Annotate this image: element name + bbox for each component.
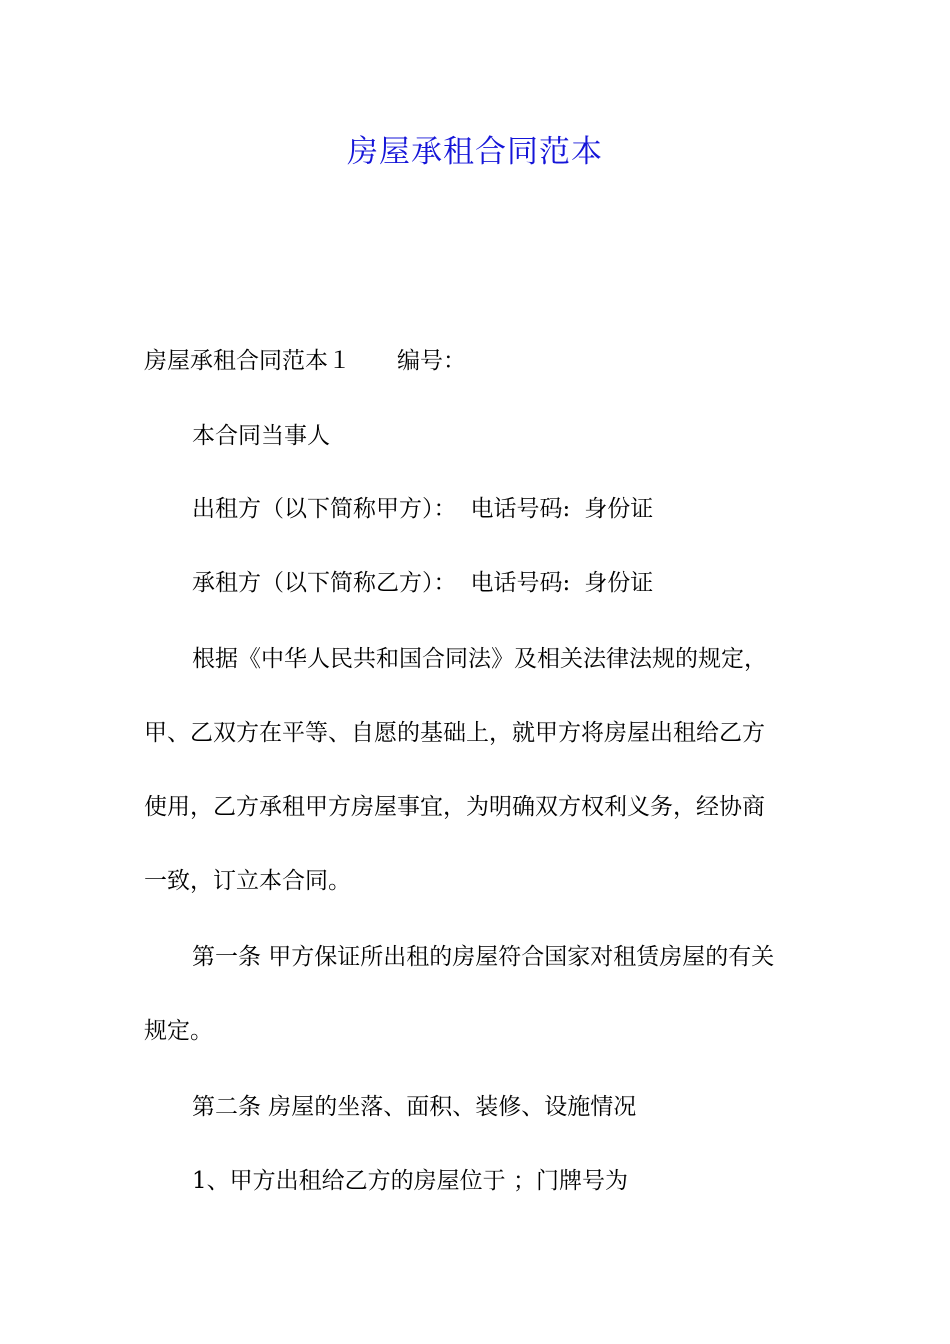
preamble-line: 一致，订立本合同。 [144, 868, 351, 894]
lessee-phone-label: 电话号码: [470, 570, 571, 596]
contract-header-line [144, 344, 466, 378]
lessor-phone-label: 电话号码: [470, 496, 571, 522]
lessee-id-label: 身份证 [584, 570, 654, 596]
article-1-line: 规定。 [144, 1018, 213, 1044]
lessee-label: 承租方（以下简称乙方）： [192, 570, 457, 596]
preamble-line: 使用，乙方承租甲方房屋事宜，为明确双方权利义务，经协商 [144, 794, 765, 820]
article-1-line: 第一条 甲方保证所出租的房屋符合国家对租赁房屋的有关 [192, 944, 775, 970]
contract-name: 房屋承租合同范本１ [144, 348, 351, 374]
lessor-line [192, 492, 653, 526]
preamble-line: 甲、乙双方在平等、自愿的基础上，就甲方将房屋出租给乙方 [144, 720, 765, 746]
lessor-label: 出租方（以下简称甲方）： [192, 496, 457, 522]
preamble-line: 根据《中华人民共和国合同法》及相关法律法规的规定， [192, 646, 767, 672]
document-title: 房屋承租合同范本 [347, 134, 603, 170]
lessor-id-label: 身份证 [584, 496, 654, 522]
article-2-item-1: 1、甲方出租给乙方的房屋位于 ；门牌号为 [192, 1168, 628, 1194]
contract-number-label: 编号： [397, 348, 466, 374]
lessee-line [192, 566, 653, 600]
parties-heading: 本合同当事人 [192, 423, 330, 449]
article-2-heading: 第二条 房屋的坐落、面积、装修、设施情况 [192, 1094, 637, 1120]
